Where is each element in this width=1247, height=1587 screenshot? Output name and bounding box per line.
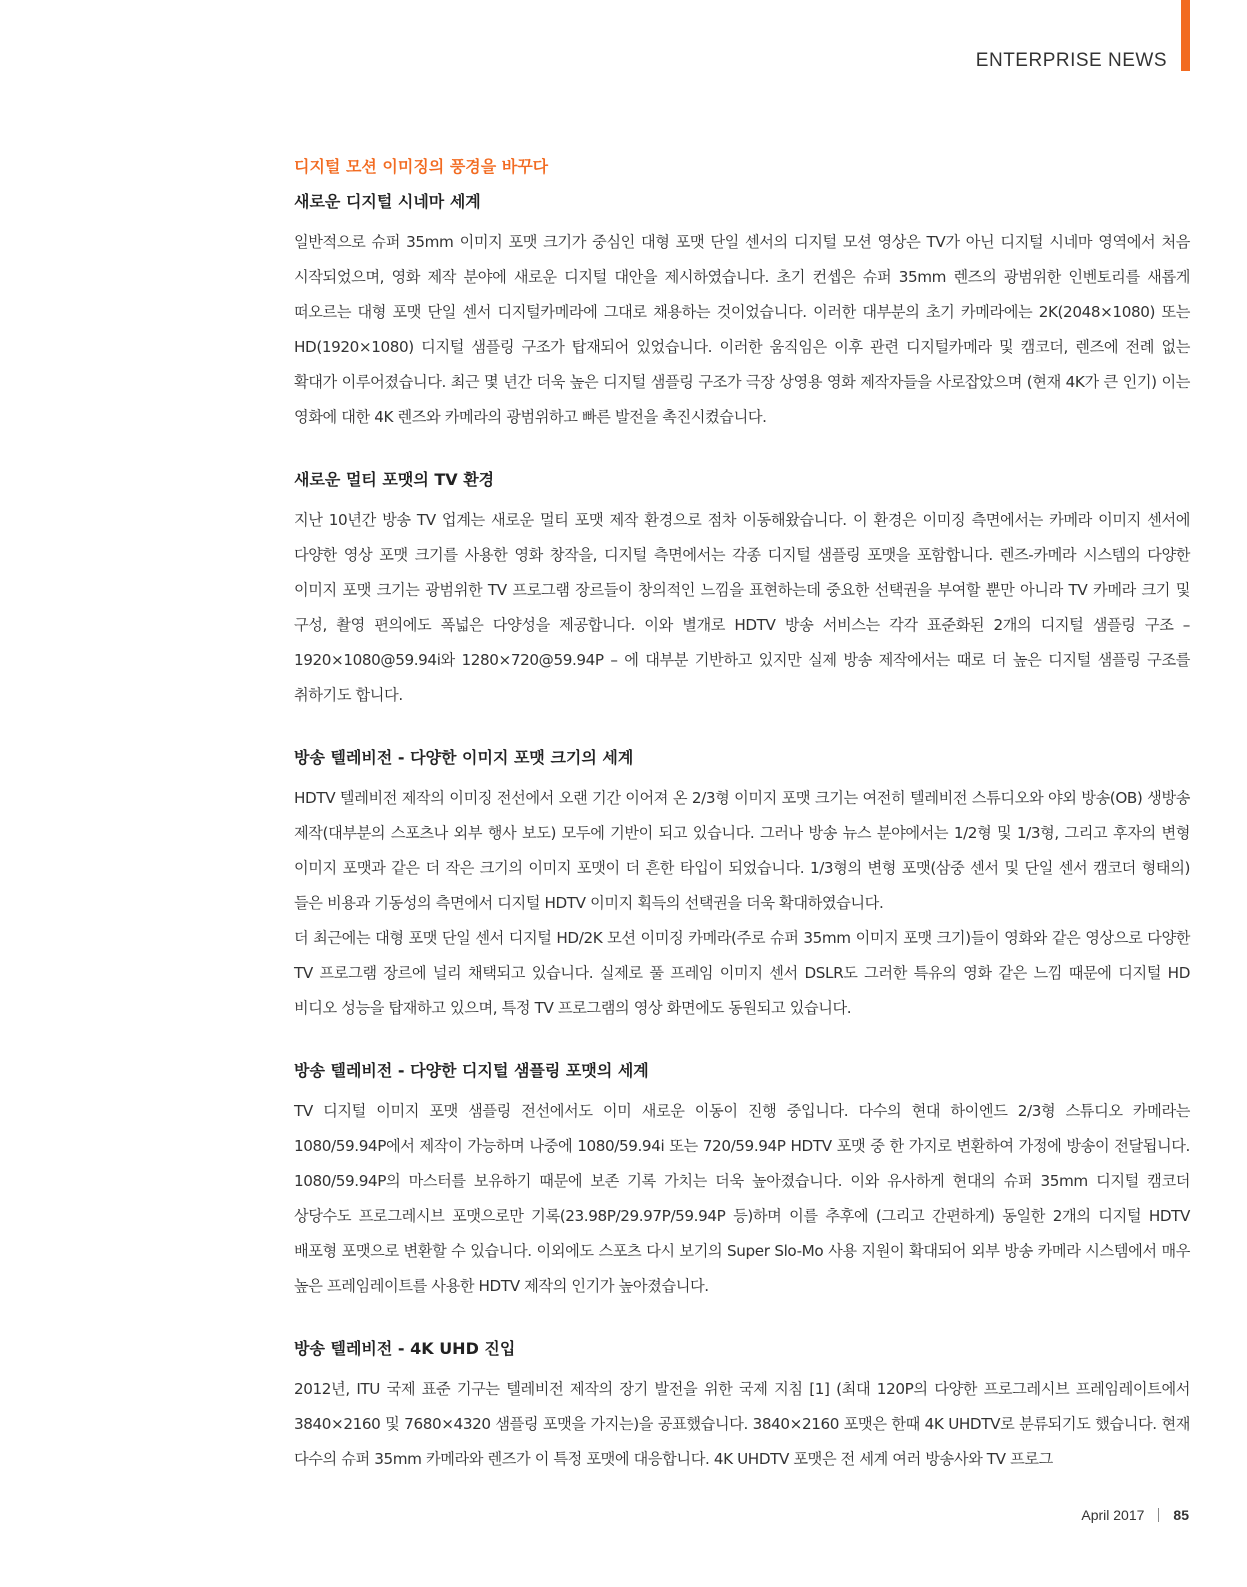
- issue-date: April 2017: [1081, 1507, 1145, 1523]
- paragraph: 더 최근에는 대형 포맷 단일 센서 디지털 HD/2K 모션 이미징 카메라(주로 슈퍼 35mm 이미지 포맷 크기)들이 영화와 같은 영상으로 다양한 TV 프로그램 장르에 널리 채택되고 있습니다. 실제로 풀 프레임 이미지 센서 DSLR도 그러한 특유의 영화 같은 느낌 때문에 디지털 HD 비디오 성능을 탑재하고 있으며, 특정 TV 프로그램의 영상 화면에도 동원되고 있습니다.: [294, 929, 1190, 1017]
- footer-divider: [1158, 1508, 1159, 1522]
- section-heading: 새로운 디지털 시네마 세계: [294, 192, 481, 211]
- section-heading: 방송 텔레비전 - 4K UHD 진입: [294, 1339, 516, 1358]
- article-body: [294, 155, 1190, 1510]
- section-label: ENTERPRISE NEWS: [975, 50, 1167, 71]
- paragraph: 2012년, ITU 국제 표준 기구는 텔레비전 제작의 장기 발전을 위한 국제 지침 [1] (최대 120P의 다양한 프로그레시브 프레임레이트에서 3840×2160 및 7680×4320 샘플링 포맷을 가지는)을 공표했습니다. 3840×2160 포맷은 한때 4K UHDTV로 분류되기도 했습니다. 현재 다수의 슈퍼 35mm 카메라와 렌즈가 이 특정 포맷에 대응합니다. 4K UHDTV 포맷은 전 세계 여러 방송사와 TV 프로그: [294, 1380, 1190, 1468]
- article-section: [294, 468, 1190, 713]
- header-accent-bar: [1181, 0, 1190, 71]
- article-section: [294, 190, 1190, 435]
- article-section: [294, 746, 1190, 1026]
- paragraph: HDTV 텔레비전 제작의 이미징 전선에서 오랜 기간 이어져 온 2/3형 이미지 포맷 크기는 여전히 텔레비전 스튜디오와 야외 방송(OB) 생방송 제작(대부분의 스포츠나 외부 행사 보도) 모두에 기반이 되고 있습니다. 그러나 방송 뉴스 분야에서는 1/2형 및 1/3형, 그리고 후자의 변형 이미지 포맷과 같은 더 작은 크기의 이미지 포맷이 더 흔한 타입이 되었습니다. 1/3형의 변형 포맷(삼중 센서 및 단일 센서 캠코더 형태의)들은 비용과 기동성의 측면에서 디지털 HDTV 이미지 획득의 선택권을 더욱 확대하였습니다.: [294, 789, 1190, 912]
- section-heading: 새로운 멀티 포맷의 TV 환경: [294, 470, 495, 489]
- paragraph: 일반적으로 슈퍼 35mm 이미지 포맷 크기가 중심인 대형 포맷 단일 센서의 디지털 모션 영상은 TV가 아닌 디지털 시네마 영역에서 처음 시작되었으며, 영화 제작 분야에 새로운 디지털 대안을 제시하였습니다. 초기 컨셉은 슈퍼 35mm 렌즈의 광범위한 인벤토리를 새롭게 떠오르는 대형 포맷 단일 센서 디지털카메라에 그대로 채용하는 것이었습니다. 이러한 대부분의 초기 카메라에는 2K(2048×1080) 또는 HD(1920×1080) 디지털 샘플링 구조가 탑재되어 있었습니다. 이러한 움직임은 이후 관련 디지털카메라 및 캠코더, 렌즈에 전례 없는 확대가 이루어졌습니다. 최근 몇 년간 더욱 높은 디지털 샘플링 구조가 극장 상영용 영화 제작자들을 사로잡았으며 (현재 4K가 큰 인기) 이는 영화에 대한 4K 렌즈와 카메라의 광범위하고 빠른 발전을 촉진시켰습니다.: [294, 233, 1190, 426]
- article-kicker: 디지털 모션 이미징의 풍경을 바꾸다: [294, 157, 549, 176]
- paragraph: TV 디지털 이미지 포맷 샘플링 전선에서도 이미 새로운 이동이 진행 중입니다. 다수의 현대 하이엔드 2/3형 스튜디오 카메라는 1080/59.94P에서 제작이 가능하며 나중에 1080/59.94i 또는 720/59.94P HDTV 포맷 중 한 가지로 변환하여 가정에 방송이 전달됩니다. 1080/59.94P의 마스터를 보유하기 때문에 보존 기록 가치는 더욱 높아졌습니다. 이와 유사하게 현대의 슈퍼 35mm 디지털 캠코더 상당수도 프로그레시브 포맷으로만 기록(23.98P/29.97P/59.94P 등)하며 이를 추후에 (그리고 간편하게) 동일한 2개의 디지털 HDTV 배포형 포맷으로 변환할 수 있습니다. 이외에도 스포츠 다시 보기의 Super Slo-Mo 사용 지원이 확대되어 외부 방송 카메라 시스템에서 매우 높은 프레임레이트를 사용한 HDTV 제작의 인기가 높아졌습니다.: [294, 1102, 1190, 1295]
- section-heading: 방송 텔레비전 - 다양한 디지털 샘플링 포맷의 세계: [294, 1061, 649, 1080]
- article-section: [294, 1337, 1190, 1477]
- paragraph: 지난 10년간 방송 TV 업계는 새로운 멀티 포맷 제작 환경으로 점차 이동해왔습니다. 이 환경은 이미징 측면에서는 카메라 이미지 센서에 다양한 영상 포맷 크기를 사용한 영화 창작을, 디지털 측면에서는 각종 디지털 샘플링 포맷을 포함합니다. 렌즈-카메라 시스템의 다양한 이미지 포맷 크기는 광범위한 TV 프로그램 장르들이 창의적인 느낌을 표현하는데 중요한 선택권을 부여할 뿐만 아니라 TV 카메라 크기 및 구성, 촬영 편의에도 폭넓은 다양성을 제공합니다. 이와 별개로 HDTV 방송 서비스는 각각 표준화된 2개의 디지털 샘플링 구조 – 1920×1080@59.94i와 1280×720@59.94P – 에 대부분 기반하고 있지만 실제 방송 제작에서는 때로 더 높은 디지털 샘플링 구조를 취하기도 합니다.: [294, 511, 1190, 704]
- article-section: [294, 1059, 1190, 1304]
- page-footer: [1081, 1507, 1189, 1523]
- section-heading: 방송 텔레비전 - 다양한 이미지 포맷 크기의 세계: [294, 748, 634, 767]
- page-number: 85: [1173, 1507, 1189, 1523]
